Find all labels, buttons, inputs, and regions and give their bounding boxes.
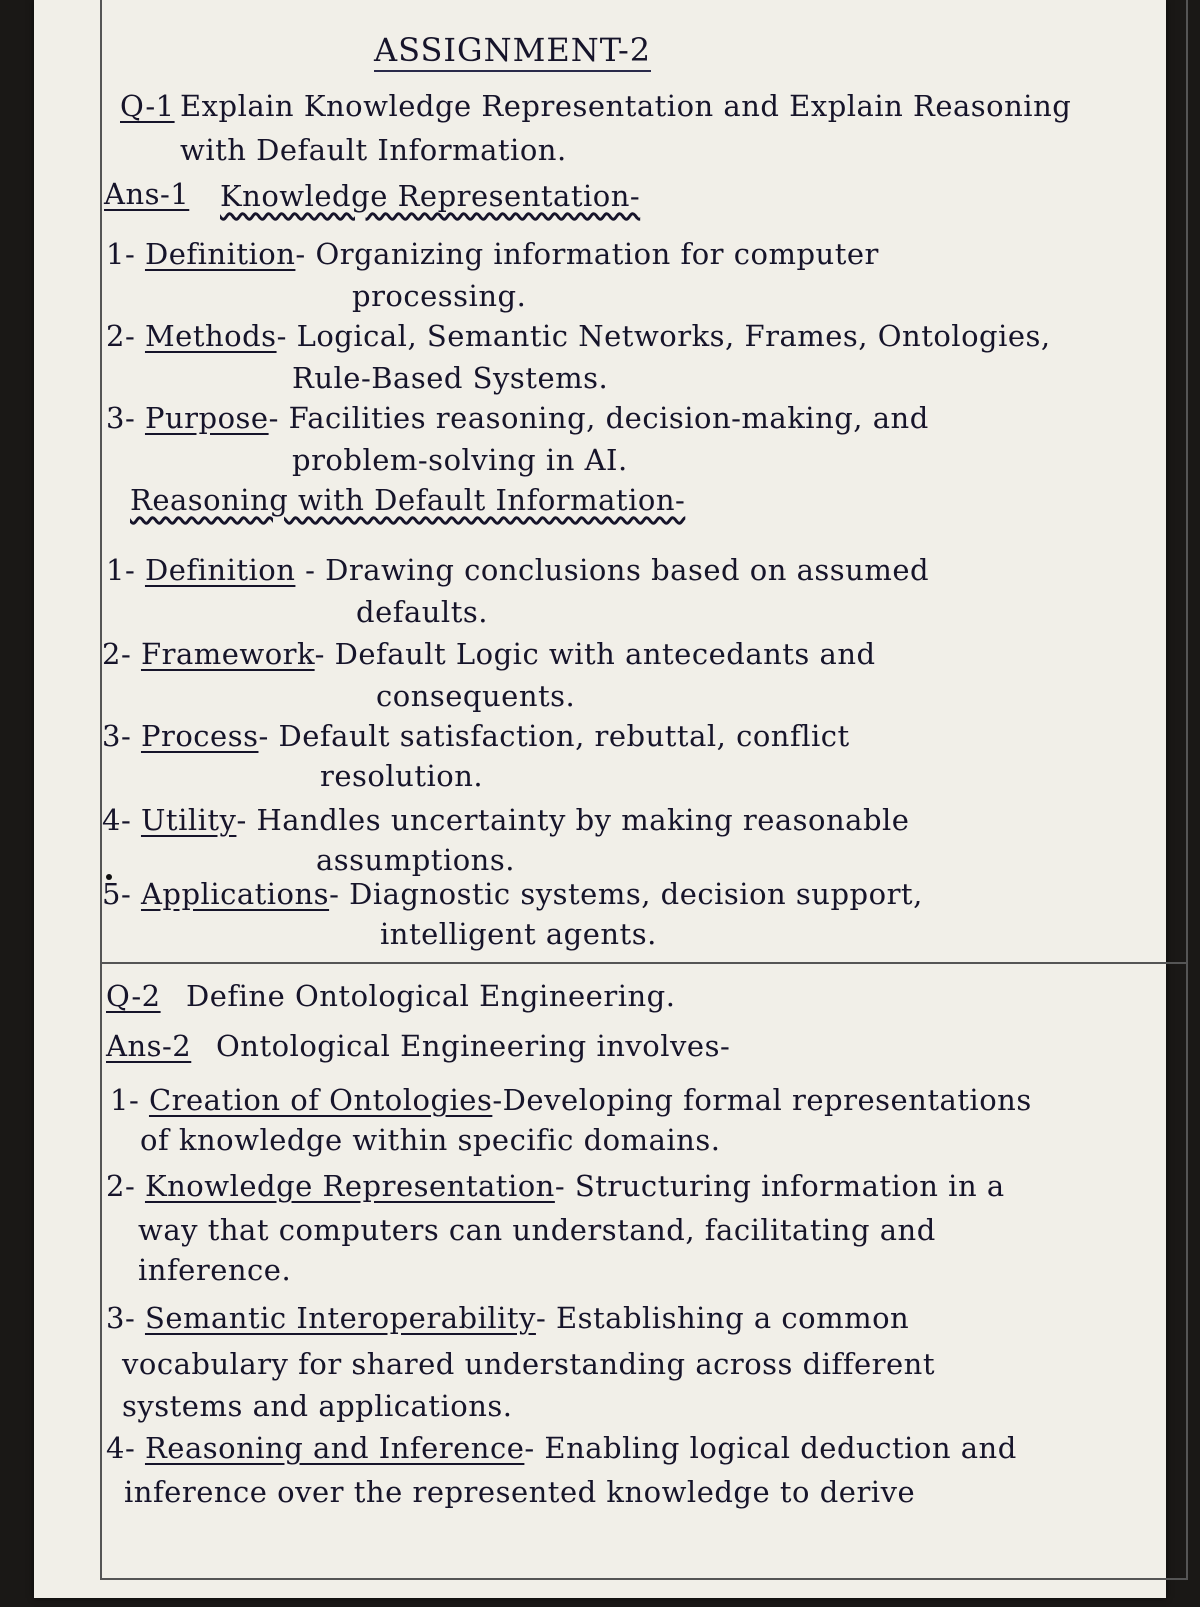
- q1-question-line2: with Default Information.: [180, 133, 567, 167]
- rdi-item-5: 5- Applications- Diagnostic systems, decision support,: [102, 877, 923, 911]
- rdi-item-2-cont: consequents.: [376, 679, 576, 713]
- q2-item-3: 3- Semantic Interoperability- Establishing a common: [106, 1301, 910, 1335]
- q2-item-1-line2: of knowledge within specific domains.: [140, 1123, 721, 1157]
- q2-item-1: 1- Creation of Ontologies-Developing formal representations: [110, 1083, 1032, 1117]
- rdi-item-5-cont: intelligent agents.: [380, 917, 657, 951]
- ans2-label: Ans-2: [106, 1029, 192, 1063]
- rdi-item-4-cont: assumptions.: [316, 843, 515, 877]
- q2-item-3-line2: vocabulary for shared understanding across different: [122, 1347, 935, 1381]
- q2-item-2: 2- Knowledge Representation- Structuring information in a: [106, 1169, 1005, 1203]
- kr-item-2-cont: Rule-Based Systems.: [292, 361, 609, 395]
- q2-item-4-line2: inference over the represented knowledge to derive: [124, 1475, 916, 1509]
- notebook-page: [34, 0, 1166, 1598]
- q2-item-2-line3: inference.: [138, 1253, 292, 1287]
- rdi-item-2: 2- Framework- Default Logic with antecedants and: [102, 637, 876, 671]
- kr-item-1-cont: processing.: [352, 279, 527, 313]
- rdi-item-1-cont: defaults.: [356, 595, 488, 629]
- q2-label: Q-2: [106, 979, 161, 1013]
- section-divider: [100, 962, 1188, 964]
- q2-question: Define Ontological Engineering.: [186, 979, 676, 1013]
- rdi-heading: Reasoning with Default Information-: [130, 483, 686, 517]
- kr-item-3-cont: problem-solving in AI.: [292, 443, 628, 477]
- rdi-item-3: 3- Process- Default satisfaction, rebuttal, conflict: [102, 719, 850, 753]
- rdi-item-4: 4- Utility- Handles uncertainty by making reasonable: [102, 803, 910, 837]
- q1-question-line1: Explain Knowledge Representation and Explain Reasoning: [180, 89, 1072, 123]
- rdi-item-1: 1- Definition - Drawing conclusions based on assumed: [106, 553, 930, 587]
- q2-item-3-line3: systems and applications.: [122, 1389, 513, 1423]
- ans2-intro: Ontological Engineering involves-: [216, 1029, 731, 1063]
- q2-item-2-line2: way that computers can understand, facilitating and: [138, 1213, 936, 1247]
- kr-item-1: 1- Definition- Organizing information for computer: [106, 237, 879, 271]
- kr-heading: Knowledge Representation-: [220, 179, 641, 213]
- ans1-label: Ans-1: [104, 177, 190, 211]
- kr-item-2: 2- Methods- Logical, Semantic Networks, Frames, Ontologies,: [106, 319, 1051, 353]
- q1-label: Q-1: [120, 89, 175, 123]
- page-title: ASSIGNMENT-2: [374, 34, 651, 72]
- rdi-item-3-cont: resolution.: [320, 759, 484, 793]
- kr-item-3: 3- Purpose- Facilities reasoning, decision-making, and: [106, 401, 929, 435]
- q2-item-4: 4- Reasoning and Inference- Enabling logical deduction and: [106, 1431, 1017, 1465]
